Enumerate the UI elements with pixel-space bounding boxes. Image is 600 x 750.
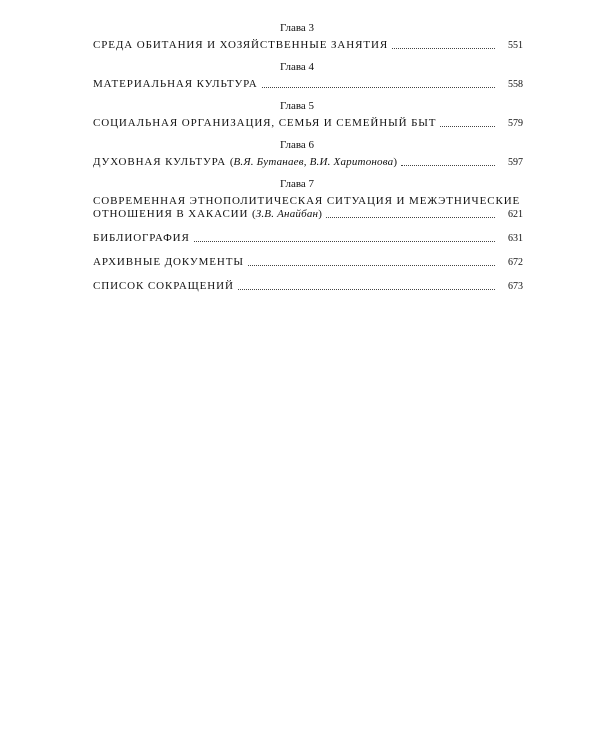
chapter-label: Глава 7 [279, 178, 315, 190]
toc-entry[interactable] [93, 256, 523, 269]
toc-entry[interactable] [93, 280, 523, 293]
toc-entry[interactable] [93, 78, 523, 91]
toc-entry-title: МАТЕРИАЛЬНАЯ КУЛЬТУРА [93, 78, 258, 90]
toc-entry[interactable] [93, 117, 523, 130]
table-of-contents [93, 22, 523, 302]
dot-leader [194, 241, 495, 242]
toc-entry-title: ДУХОВНАЯ КУЛЬТУРА (В.Я. Бутанаев, В.И. Харитонова) [93, 156, 398, 168]
toc-entry[interactable] [93, 156, 523, 169]
toc-entry-title: АРХИВНЫЕ ДОКУМЕНТЫ [93, 256, 244, 268]
toc-entry-page: 673 [508, 281, 523, 292]
toc-entry-page: 672 [508, 257, 523, 268]
dot-leader [440, 126, 495, 127]
toc-entry-title-text: ДУХОВНАЯ КУЛЬТУРА [93, 156, 227, 168]
toc-entry-title-line2: ОТНОШЕНИЯ В ХАКАСИИ [93, 208, 249, 220]
toc-entry-title: БИБЛИОГРАФИЯ [93, 232, 190, 244]
toc-entry-authors: З.В. Анайбан [255, 208, 319, 220]
toc-entry-page: 551 [508, 40, 523, 51]
toc-entry-authors: В.Я. Бутанаев, В.И. Харитонова [233, 156, 394, 168]
chapter-label: Глава 5 [279, 100, 315, 112]
toc-entry-title: СПИСОК СОКРАЩЕНИЙ [93, 280, 234, 292]
chapter-label: Глава 3 [279, 22, 315, 34]
dot-leader [401, 165, 495, 166]
toc-entry-page: 597 [508, 157, 523, 168]
toc-entry-title: СРЕДА ОБИТАНИЯ И ХОЗЯЙСТВЕННЫЕ ЗАНЯТИЯ [93, 39, 389, 51]
toc-entry-page: 579 [508, 118, 523, 129]
dot-leader [326, 217, 495, 218]
toc-entry-page: 621 [508, 209, 523, 220]
toc-entry[interactable] [93, 39, 523, 52]
toc-entry[interactable] [93, 195, 523, 221]
toc-entry-title: ОТНОШЕНИЯ В ХАКАСИИ (З.В. Анайбан) [93, 208, 322, 220]
toc-entry-page: 631 [508, 233, 523, 244]
toc-entry[interactable] [93, 232, 523, 245]
chapter-label: Глава 4 [279, 61, 315, 73]
toc-entry-page: 558 [508, 79, 523, 90]
dot-leader [392, 48, 495, 49]
chapter-label: Глава 6 [279, 139, 315, 151]
toc-entry-title-line1: СОВРЕМЕННАЯ ЭТНОПОЛИТИЧЕСКАЯ СИТУАЦИЯ И МЕЖЭТНИЧЕСКИЕ [93, 195, 521, 207]
toc-entry-title: СОЦИАЛЬНАЯ ОРГАНИЗАЦИЯ, СЕМЬЯ И СЕМЕЙНЫЙ БЫТ [93, 117, 437, 129]
dot-leader [262, 87, 495, 88]
dot-leader [248, 265, 495, 266]
dot-leader [238, 289, 495, 290]
